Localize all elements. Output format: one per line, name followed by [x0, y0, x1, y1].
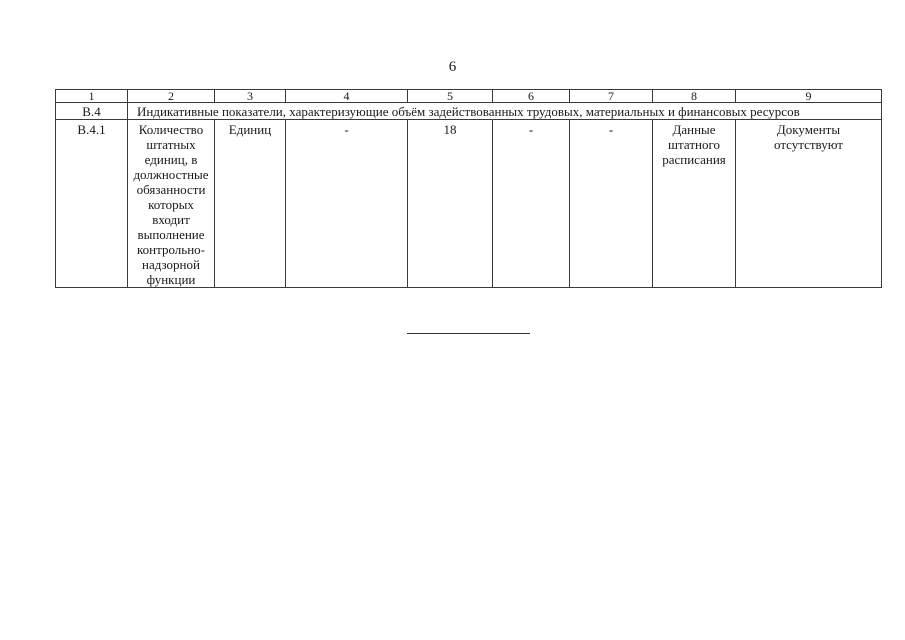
indicator-name-line: выполнение — [137, 227, 205, 242]
unit-cell: Единиц — [215, 120, 286, 288]
column-header: 9 — [736, 90, 882, 103]
source-line: расписания — [662, 152, 726, 167]
source-line: Данные — [672, 122, 716, 137]
column-6-cell: - — [493, 120, 570, 288]
section-code: В.4 — [56, 103, 128, 120]
indicator-name-line: надзорной — [142, 257, 200, 272]
documents-line: отсутствуют — [774, 137, 843, 152]
column-5-cell: 18 — [408, 120, 493, 288]
indicator-name-line: контрольно- — [137, 242, 205, 257]
column-header: 3 — [215, 90, 286, 103]
source-line: штатного — [668, 137, 720, 152]
column-header: 6 — [493, 90, 570, 103]
table-row — [56, 120, 882, 288]
source-cell — [653, 120, 736, 288]
indicators-table — [55, 89, 882, 288]
end-separator-line — [407, 333, 530, 334]
indicator-name-line: единиц, в — [144, 152, 198, 167]
indicator-name-line: обязанности — [136, 182, 206, 197]
indicator-name-line: штатных — [146, 137, 196, 152]
indicator-name — [128, 120, 215, 288]
indicator-code: В.4.1 — [56, 120, 128, 288]
column-header: 1 — [56, 90, 128, 103]
column-header: 4 — [286, 90, 408, 103]
column-7-cell: - — [570, 120, 653, 288]
documents-cell — [736, 120, 882, 288]
column-4-cell: - — [286, 120, 408, 288]
indicator-name-line: функции — [146, 272, 196, 287]
indicator-name-line: которых — [148, 197, 194, 212]
column-header: 2 — [128, 90, 215, 103]
table-header-row — [56, 90, 882, 103]
column-header: 7 — [570, 90, 653, 103]
indicator-name-line: Количество — [138, 122, 204, 137]
page-number: 6 — [448, 59, 457, 75]
indicator-name-line: должностные — [133, 167, 209, 182]
section-row — [56, 103, 882, 120]
indicator-name-line: входит — [152, 212, 190, 227]
documents-line: Документы — [776, 122, 841, 137]
column-header: 8 — [653, 90, 736, 103]
column-header: 5 — [408, 90, 493, 103]
section-title: Индикативные показатели, характеризующие объём задействованных трудовых, материальных и финансовых ресурсов — [128, 103, 882, 120]
